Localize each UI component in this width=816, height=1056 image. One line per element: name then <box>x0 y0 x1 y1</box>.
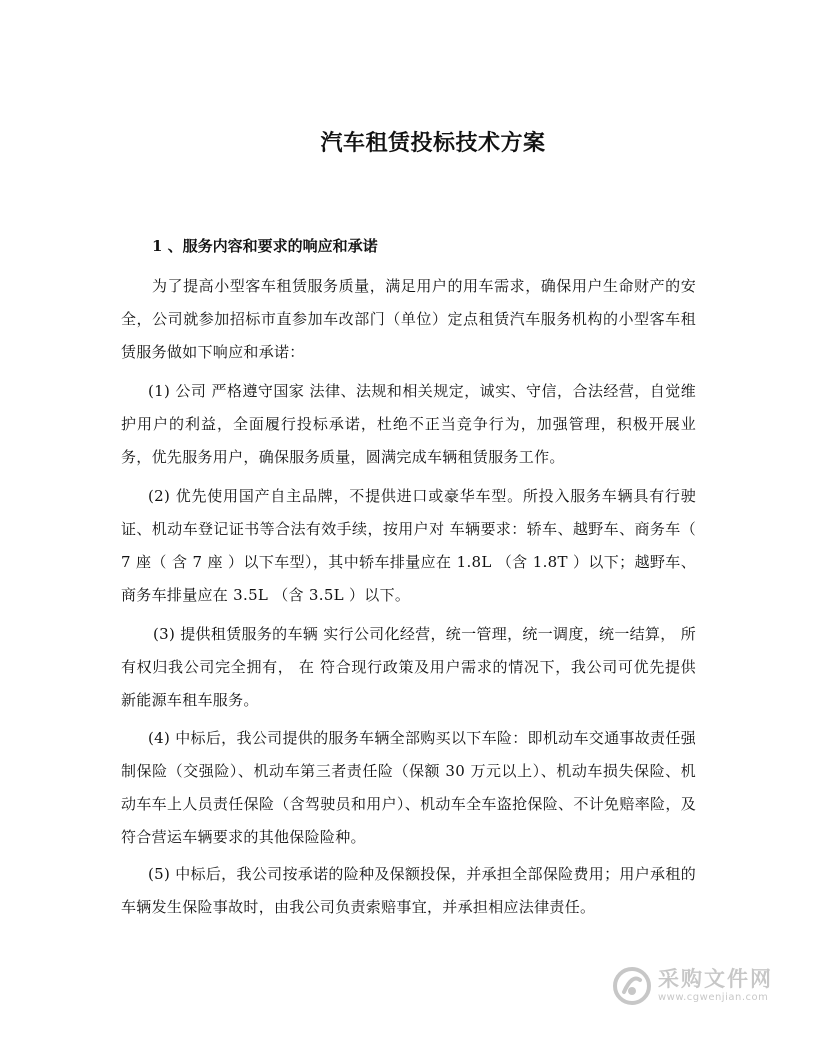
document-title: 汽车租赁投标技术方案 <box>320 130 546 156</box>
paragraph-intro: 为了提高小型客车租赁服务质量，满足用户的用车需求，确保用户生命财产的安全，公司就参加招标市直参加车改部门（单位）定点租赁汽车服务机构的小型客车租赁服务做如下响应和承诺： <box>121 277 696 361</box>
watermark-url: www.cgwenjian.com <box>658 992 769 1003</box>
watermark-name: 采购文件网 <box>658 967 773 991</box>
paragraph-item-2: (2) 优先使用国产自主品牌，不提供进口或豪华车型。所投入服务车辆具有行驶证、机动车登记证书等合法有效手续，按用户对 车辆要求：轿车、越野车、商务车（ 7 座（ 含 7 座 ）以下车型），其中轿车排量应在 1.8L （含 1.8T ）以下；越野车、商务车排量应在 3.5L （含 3.5L ）以下。 <box>121 487 696 604</box>
paragraph-item-4: (4) 中标后，我公司提供的服务车辆全部购买以下车险：即机动车交通事故责任强制保险（交强险）、机动车第三者责任险（保额 30 万元以上）、机动车损失保险、机动车车上人员责任保险（含驾驶员和用户）、机动车全车盗抢保险、不计免赔率险，及符合营运车辆要求的其他保险险种。 <box>121 729 696 846</box>
watermark-logo-icon <box>612 966 652 1006</box>
watermark <box>612 964 782 1008</box>
paragraph-item-1: (1) 公司 严格遵守国家 法律、法规和相关规定，诚实、守信，合法经营，自觉维护用户的利益，全面履行投标承诺，杜绝不正当竞争行为，加强管理，积极开展业务，优先服务用户，确保服务质量，圆满完成车辆租赁服务工作。 <box>121 382 696 466</box>
paragraph-item-5: (5) 中标后，我公司按承诺的险种及保额投保，并承担全部保险费用；用户承租的车辆发生保险事故时，由我公司负责索赔事宜，并承担相应法律责任。 <box>121 865 696 916</box>
paragraph-item-3: (3) 提供租赁服务的车辆 实行公司化经营，统一管理，统一调度，统一结算， 所有权归我公司完全拥有， 在 符合现行政策及用户需求的情况下，我公司可优先提供新能源车租车服务。 <box>121 625 696 709</box>
section-heading: 1 、服务内容和要求的响应和承诺 <box>152 237 378 255</box>
